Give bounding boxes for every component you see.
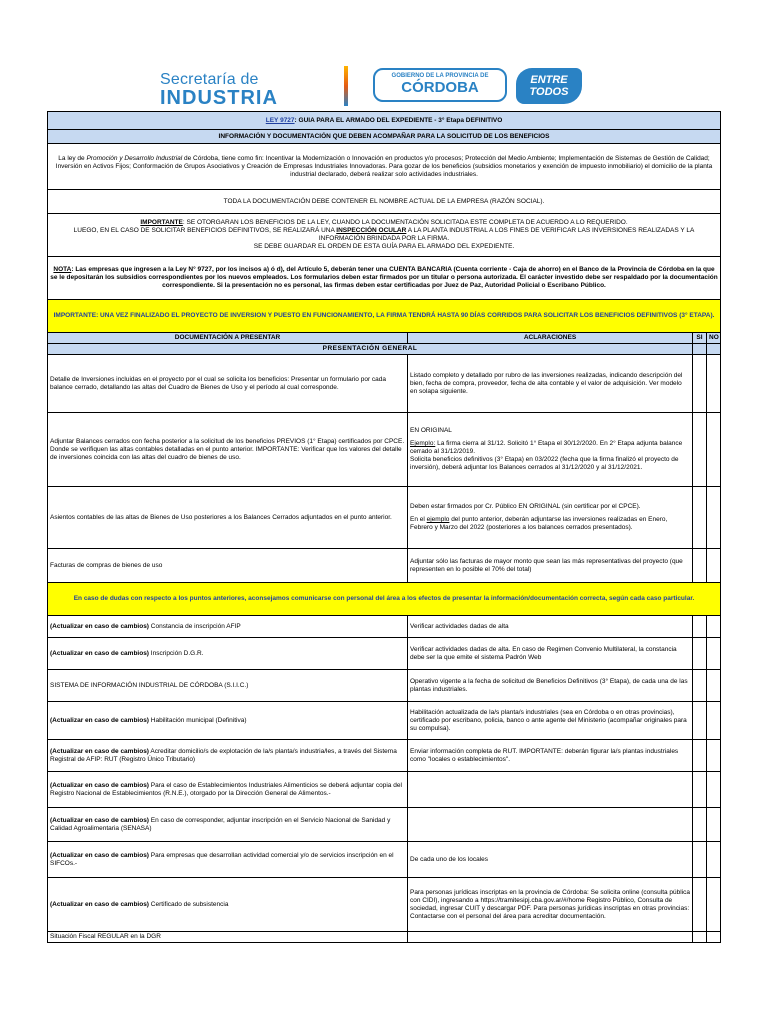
no-checkbox[interactable] xyxy=(707,413,721,487)
row-doc-cell xyxy=(48,702,408,740)
si-checkbox[interactable] xyxy=(693,413,707,487)
important-1: : SE OTORGARAN LOS BENEFICIOS DE LA LEY, CUANDO LA DOCUMENTACIÓN SOLICITADA ESTE COMPLETA DE ACUERDO A LO REQUERIDO. xyxy=(182,219,628,226)
row-doc-cell xyxy=(48,772,408,808)
no-checkbox[interactable] xyxy=(707,355,721,413)
si-checkbox[interactable] xyxy=(693,740,707,772)
table-row xyxy=(48,670,721,702)
table-row xyxy=(48,616,721,638)
update-note: (Actualizar en caso de cambios) xyxy=(50,851,149,859)
document-title xyxy=(48,112,721,130)
row-acl-cell xyxy=(408,932,693,943)
entre-line2: TODOS xyxy=(529,86,569,98)
row-doc-text: En caso de corresponder, adjuntar inscripción en el Servicio Nacional de Sanidad y Calidad Agroalimentaria (SENASA) xyxy=(50,816,391,832)
intro-row xyxy=(48,144,721,190)
row-acl-cell xyxy=(408,413,693,487)
table-row xyxy=(48,772,721,808)
row-doc-cell xyxy=(48,808,408,842)
no-checkbox[interactable] xyxy=(707,487,721,549)
nota-row xyxy=(48,257,721,300)
update-note: (Actualizar en caso de cambios) xyxy=(50,649,149,657)
row-acl-cell: Verificar actividades dadas de alta. En caso de Regimen Convenio Multilateral, la constancia debe ser la que emite el sistema Padrón Web xyxy=(408,638,693,670)
razon-social-text: TODA LA DOCUMENTACIÓN DEBE CONTENER EL NOMBRE ACTUAL DE LA EMPRESA (RAZÓN SOCIAL). xyxy=(48,190,721,214)
no-checkbox[interactable] xyxy=(707,842,721,878)
no-checkbox[interactable] xyxy=(707,549,721,583)
important-3: SE DEBE GUARDAR EL ORDEN DE ESTA GUÍA PARA EL ARMADO DEL EXPEDIENTE. xyxy=(253,243,515,250)
section-si-cell xyxy=(693,344,707,355)
cordoba-logo xyxy=(373,68,507,102)
document-subtitle: INFORMACIÓN Y DOCUMENTACIÓN QUE DEBEN ACOMPAÑAR PARA LA SOLICITUD DE LOS BENEFICIOS xyxy=(48,130,721,144)
si-checkbox[interactable] xyxy=(693,808,707,842)
banner-dudas-row xyxy=(48,583,721,616)
row-acl-cell: Habilitación actualizada de la/s planta/s industriales (sea en Córdoba o en otras provincias), certificado por escribano, policia, banco o ante agente del Ministerio (acompañar originales para su compulsa). xyxy=(408,702,693,740)
row-acl-cell xyxy=(408,808,693,842)
expediente-guide-table xyxy=(47,111,721,943)
nota-label: NOTA xyxy=(53,266,72,273)
row-doc-cell: Facturas de compras de bienes de uso xyxy=(48,549,408,583)
no-checkbox[interactable] xyxy=(707,670,721,702)
si-checkbox[interactable] xyxy=(693,355,707,413)
si-checkbox[interactable] xyxy=(693,616,707,638)
no-checkbox[interactable] xyxy=(707,616,721,638)
table-row xyxy=(48,355,721,413)
no-checkbox[interactable] xyxy=(707,808,721,842)
row-acl-cell: Enviar información completa de RUT. IMPORTANTE: deberán figurar la/s plantas industriales como "locales o establecimientos". xyxy=(408,740,693,772)
banner-dudas: En caso de dudas con respecto a los puntos anteriores, aconsejamos comunicarse con personal del área a los efectos de presentar la información/documentación correcta, según cada caso particular. xyxy=(48,583,721,616)
col-header-aclaraciones: ACLARACIONES xyxy=(408,333,693,344)
row-doc-text: Inscripción D.G.R. xyxy=(148,649,204,657)
update-note: (Actualizar en caso de cambios) xyxy=(50,716,149,724)
intro-italic: Promoción y Desarrollo Industrial xyxy=(86,154,183,162)
si-checkbox[interactable] xyxy=(693,487,707,549)
table-row xyxy=(48,702,721,740)
acl-ejemplo-2c: del punto anterior, deberán adjuntarse las inversiones realizadas en Enero, Febrero y Marzo del 2022 (posteriores a los balances cerrados presentados). xyxy=(410,516,668,531)
si-checkbox[interactable] xyxy=(693,702,707,740)
table-row xyxy=(48,932,721,943)
acl-ejemplo-2b: ejemplo xyxy=(426,516,450,523)
no-checkbox[interactable] xyxy=(707,932,721,943)
no-checkbox[interactable] xyxy=(707,772,721,808)
row-doc-cell xyxy=(48,616,408,638)
section-presentacion-general: PRESENTACIÓN GENERAL xyxy=(48,344,693,355)
title-law: LEY 9727 xyxy=(265,116,295,124)
col-header-si: SI xyxy=(693,333,707,344)
title-row xyxy=(48,112,721,130)
acl-ejemplo-text: La firma cierra al 31/12. Solicitó 1° Etapa el 30/12/2020. En 2° Etapa adjunta balance cerrado al 31/12/2019. xyxy=(410,440,683,455)
si-checkbox[interactable] xyxy=(693,772,707,808)
row-doc-text: Constancia de inscripción AFIP xyxy=(148,622,241,630)
cordoba-logo-small: GOBIERNO DE LA PROVINCIA DE xyxy=(391,73,489,79)
no-checkbox[interactable] xyxy=(707,702,721,740)
razon-social-row xyxy=(48,190,721,214)
row-doc-text: Para el caso de Establecimientos Industriales Alimenticios se deberá adjuntar copia del Registro Nacional de Establecimientos (R.N.E.), otorgado por la Dirección General de Alimentos.- xyxy=(50,781,402,797)
acl-firmados: Deben estar firmados por Cr. Público EN ORIGINAL (sin certificar por el CPCE). xyxy=(410,503,641,510)
table-row xyxy=(48,842,721,878)
si-checkbox[interactable] xyxy=(693,549,707,583)
si-checkbox[interactable] xyxy=(693,638,707,670)
si-checkbox[interactable] xyxy=(693,932,707,943)
row-acl-cell: Adjuntar sólo las facturas de mayor monto que sean las más representativas del proyecto (que representen en lo posible el 70% del total) xyxy=(408,549,693,583)
table-row xyxy=(48,487,721,549)
important-row xyxy=(48,214,721,257)
intro-text xyxy=(48,144,721,190)
banner-90-row xyxy=(48,300,721,333)
row-acl-cell xyxy=(408,772,693,808)
table-row xyxy=(48,638,721,670)
secretaria-industria-logo xyxy=(160,72,278,108)
row-doc-text: Habilitación municipal (Definitiva) xyxy=(148,716,247,724)
update-note: (Actualizar en caso de cambios) xyxy=(50,900,149,908)
acl-ejemplo xyxy=(410,440,690,456)
banner-90-days: IMPORTANTE: UNA VEZ FINALIZADO EL PROYECTO DE INVERSION Y PUESTO EN FUNCIONAMIENTO, LA FIRMA TENDRÁ HASTA 90 DÍAS CORRIDOS PARA SOLICITAR LOS BENEFICIOS DEFINITIVOS (3° ETAPA). xyxy=(48,300,721,333)
important-text xyxy=(48,214,721,257)
si-checkbox[interactable] xyxy=(693,670,707,702)
important-2b: INSPECCIÓN OCULAR xyxy=(336,227,407,234)
section-general-row xyxy=(48,344,721,355)
acl-original: EN ORIGINAL xyxy=(410,427,452,434)
table-row xyxy=(48,740,721,772)
no-checkbox[interactable] xyxy=(707,878,721,932)
row-acl-cell: Listado completo y detallado por rubro de las inversiones realizadas, indicando descripción del bien, fecha de compra, proveedor, fecha de alta contable y el valor de adquisición. Ver modelo en solapa siguiente. xyxy=(408,355,693,413)
row-doc-cell xyxy=(48,638,408,670)
update-note: (Actualizar en caso de cambios) xyxy=(50,622,149,630)
entre-line1: ENTRE xyxy=(530,74,568,86)
row-doc-cell: Situación Fiscal REGULAR en la DGR xyxy=(48,932,408,943)
row-doc-cell: Asientos contables de las altas de Bienes de Uso posteriores a los Balances Cerrados adjuntados en el punto anterior. xyxy=(48,487,408,549)
secretaria-line1: Secretaría de xyxy=(160,71,259,88)
row-doc-cell xyxy=(48,842,408,878)
row-doc-cell xyxy=(48,740,408,772)
table-row xyxy=(48,878,721,932)
subtitle-row xyxy=(48,130,721,144)
acl-solicita: Solicita beneficios definitivos (3° Etapa) en 03/2022 (fecha que la firma finalizó el proyecto de inversión), deberá adjuntar los Balances cerrados al 31/12/2020 y al 31/12/2021. xyxy=(410,456,679,471)
update-note: (Actualizar en caso de cambios) xyxy=(50,747,149,755)
update-note: (Actualizar en caso de cambios) xyxy=(50,816,149,824)
col-header-documentacion: DOCUMENTACIÓN A PRESENTAR xyxy=(48,333,408,344)
acl-ejemplo-2 xyxy=(410,516,690,532)
row-acl-cell: Verificar actividades dadas de alta xyxy=(408,616,693,638)
secretaria-line2: INDUSTRIA xyxy=(160,87,278,109)
row-acl-cell: De cada uno de los locales xyxy=(408,842,693,878)
row-doc-cell: Detalle de Inversiones incluidas en el proyecto por el cual se solicita los beneficios: Presentar un formulario por cada balance cerrado, detallando las altas del Cuadro de Bienes de Uso y el período al cual corresponde. xyxy=(48,355,408,413)
table-row xyxy=(48,549,721,583)
row-acl-cell: Operativo vigente a la fecha de solicitud de Beneficios Definitivos (3° Etapa), de cada una de las plantas industriales. xyxy=(408,670,693,702)
row-doc-text: Acreditar domicilio/s de explotación de la/s planta/s industria/les, a través del Sistema Registral de AFIP: RUT (Registro Único Tributario) xyxy=(50,747,397,763)
si-checkbox[interactable] xyxy=(693,842,707,878)
nota-body: : Las empresas que ingresen a la Ley N° 9727, por los incisos a) ó d), del Artículo 5, deberán tener una CUENTA BANCARIA (Cuenta corriente - Caja de ahorro) en el Banco de la Provincia de Córdoba en la que se le depositarán los subsidios correspondientes por los nuevos empleados. Los formularios deben estar firmados por un titular o persona autorizada. El carácter investido debe ser respaldado por la documentación correspondiente. Si la presentación no es personal, las firmas deben estar certificadas por Juez de Paz, Autoridad Policial o Escribano Público. xyxy=(50,266,718,289)
entre-todos-logo xyxy=(516,68,582,104)
important-label: IMPORTANTE xyxy=(140,219,183,226)
cordoba-logo-big: CÓRDOBA xyxy=(401,79,479,96)
no-checkbox[interactable] xyxy=(707,638,721,670)
row-doc-text: Certificado de subsistencia xyxy=(148,900,229,908)
si-checkbox[interactable] xyxy=(693,878,707,932)
row-doc-cell: Adjuntar Balances cerrados con fecha posterior a la solicitud de los beneficios PREVIOS (1° Etapa) certificados por CPCE. Donde se verifiquen las altas contables detalladas en el punto anterior. IMPORTANTE: Verificar que los valores del detalle de inversiones coincida con las altas del cuadro de bienes de uso. xyxy=(48,413,408,487)
important-2a: LUEGO, EN EL CASO DE SOLICITAR BENEFICIOS DEFINITIVOS, SE REALIZARÁ UNA xyxy=(73,227,337,234)
row-acl-cell xyxy=(408,487,693,549)
header-logos xyxy=(0,62,768,110)
update-note: (Actualizar en caso de cambios) xyxy=(50,781,149,789)
important-2c: A LA PLANTA INDUSTRIAL A LOS FINES DE VERIFICAR LAS INVERSIONES REALIZADAS Y LA INFORMACIÓN BRINDADA POR LA FIRMA. xyxy=(318,227,695,242)
acl-ejemplo-label: Ejemplo: xyxy=(410,440,436,447)
section-no-cell xyxy=(707,344,721,355)
row-doc-cell: SISTEMA DE INFORMACIÓN INDUSTRIAL DE CÓRDOBA (S.I.I.C.) xyxy=(48,670,408,702)
table-row xyxy=(48,413,721,487)
row-acl-cell: Para personas jurídicas inscriptas en la provincia de Córdoba: Se solicita online (consulta pública con CIDI), ingresando a https://tramitesipj.cba.gov.ar/#/home Registro Público, Consulta de sociedad, ingresar CUIT y descargar PDF. Para personas jurídicas inscriptas en otras provincias: Contactarse con el personal del área para acreditar documentación. xyxy=(408,878,693,932)
logo-divider xyxy=(344,66,348,106)
intro-post: de Córdoba, tiene como fin: Incentivar la Modernización o Innovación en productos y/o procesos; Protección del Medio Ambiente; Implementación de Sistemas de Gestión de Calidad; Inversión en Activos Fijos; Conformación de Grupos Asociativos y Creación de Empresas Industriales Innovadoras. Para gozar de los beneficios (subsidios monetarios y exención de impuesto inmobiliario) el domicilio de la planta industrial declarado, deberá realizar solo actividades industriales. xyxy=(55,154,713,178)
no-checkbox[interactable] xyxy=(707,740,721,772)
acl-ejemplo-2a: En el xyxy=(410,516,427,523)
column-header-row xyxy=(48,333,721,344)
title-rest: : GUIA PARA EL ARMADO DEL EXPEDIENTE - 3° Etapa DEFINITIVO xyxy=(294,116,503,124)
intro-pre: La ley de xyxy=(58,154,87,162)
table-row xyxy=(48,808,721,842)
nota-text xyxy=(48,257,721,300)
col-header-no: NO xyxy=(707,333,721,344)
row-doc-cell xyxy=(48,878,408,932)
row-doc-text: Para empresas que desarrollan actividad comercial y/o de servicios inscripción en el SIFCOs.- xyxy=(50,851,394,867)
